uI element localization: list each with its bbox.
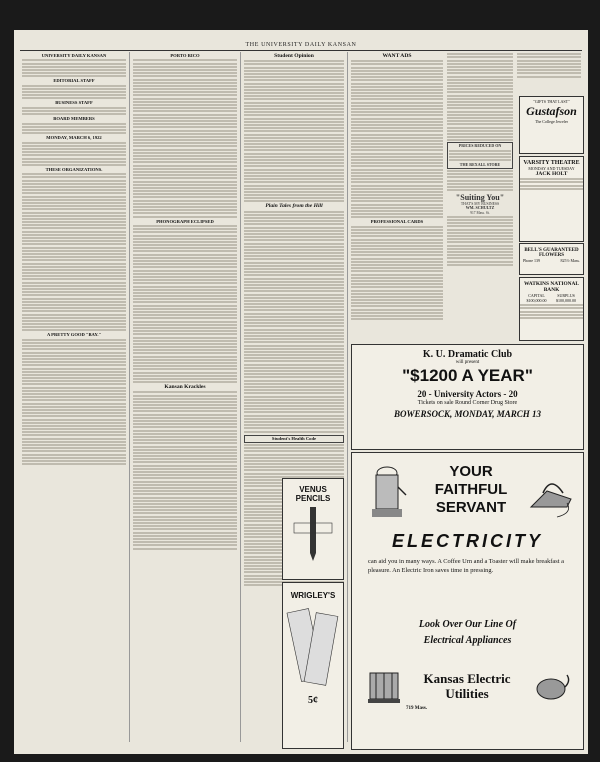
- column-2: [133, 52, 237, 742]
- watkins-capital: CAPITAL $100,000.00: [526, 293, 547, 303]
- masthead: THE UNIVERSITY DAILY KANSAN: [245, 42, 357, 48]
- issue-date: MONDAY, MARCH 6, 1922: [46, 135, 102, 141]
- article-heading-porto-rico: PORTO RICO: [170, 53, 200, 58]
- column-1: [22, 52, 126, 742]
- bells-phone: Phone 139: [523, 258, 540, 263]
- article-heading-bay: A PRETTY GOOD "BAY.": [46, 332, 102, 338]
- suiting-you-sub: THAT'S MY BUSINESS: [460, 202, 500, 207]
- dramatic-club-tickets: Tickets on sale Round Corner Drug Store: [417, 400, 518, 406]
- gustafson-tagline: "GIFTS THAT LAST": [533, 99, 570, 104]
- prices-reduced-heading: PRICES REDUCED ON: [458, 143, 502, 149]
- dramatic-club-will: will present: [455, 360, 480, 365]
- heater-icon: [531, 667, 573, 707]
- electric-iron-icon: [527, 463, 575, 519]
- varsity-star: JACK HOLT: [535, 171, 568, 177]
- gum-package-icon: [286, 600, 340, 690]
- dramatic-club-cast: 20 - University Actors - 20: [417, 389, 518, 399]
- suiting-you-ad: [447, 193, 513, 215]
- servant-word-2: FAITHFUL: [434, 481, 508, 498]
- newspaper-page: [14, 30, 588, 754]
- electricity-body: can aid you in many ways. A Coffee Urn and a Toaster will make breakfast a pleasure. An Electric Iron saves time in pressing.: [368, 558, 564, 574]
- bells-flowers-ad: [519, 243, 584, 275]
- watkins-surplus: SURPLUS $100,000.00: [556, 293, 577, 303]
- column-divider: [240, 52, 241, 742]
- wrigleys-ad: [282, 582, 344, 749]
- article-heading-health-code: Student's Health Code: [244, 435, 344, 443]
- pencil-icon: [288, 503, 338, 563]
- watkins-title: WATKINS NATIONAL BANK: [523, 281, 580, 293]
- column-4: [351, 52, 443, 392]
- bells-title: BELL'S GUARANTEED FLOWERS: [524, 248, 579, 258]
- article-heading-organizations: THESE ORGANIZATIONS.: [45, 166, 103, 172]
- column-divider: [129, 52, 130, 742]
- kansas-electric-address: 719 Mass.: [406, 706, 428, 711]
- editorial-staff-heading: EDITORIAL STAFF: [53, 78, 95, 84]
- electricity-heading: ELECTRICITY: [391, 531, 543, 551]
- dramatic-club-title: K. U. Dramatic Club: [422, 349, 513, 360]
- dramatic-club-ad: [351, 344, 584, 450]
- suiting-you-title: "Suiting You": [455, 193, 505, 203]
- toaster-icon: [364, 665, 404, 709]
- look-over-line: Look Over Our Line Of: [418, 619, 517, 630]
- venus-title: VENUS PENCILS: [295, 485, 331, 503]
- suiting-you-address: 917 Mass. St.: [470, 210, 490, 215]
- article-heading-krackles: Kansan Krackles: [164, 384, 206, 391]
- wrigleys-price: 5¢: [308, 695, 318, 706]
- article-heading-phonograph: PHONOGRAPH ECLIPSED: [156, 218, 214, 224]
- watkins-bank-ad: [519, 277, 584, 341]
- board-members-heading: BOARD MEMBERS: [53, 116, 95, 122]
- kansas-electric-name-1: Kansas Electric: [423, 671, 511, 686]
- venus-pencils-ad: [282, 478, 344, 580]
- dramatic-club-play: "$1200 A YEAR": [402, 366, 533, 385]
- coffee-urn-icon: [362, 459, 412, 529]
- column-6: [517, 52, 581, 90]
- article-heading-student-opinion: Student Opinion: [274, 53, 314, 59]
- gustafson-name: Gustafson: [526, 104, 577, 118]
- prices-reduced-box: [447, 142, 513, 168]
- servant-word-3: SERVANT: [435, 499, 507, 516]
- varsity-title: VARSITY THEATRE: [523, 160, 580, 166]
- rexall-store: THE REXALL STORE: [459, 161, 501, 167]
- electrical-appliances: Electrical Appliances: [423, 635, 512, 646]
- article-heading-plain-tales: Plain Tales from the Hill: [265, 203, 323, 210]
- kansas-electric-name-2: Utilities: [445, 686, 489, 701]
- suiting-you-name: WM. SCHULTZ: [465, 205, 495, 211]
- business-staff-heading: BUSINESS STAFF: [55, 100, 93, 106]
- varsity-theatre-ad: [519, 156, 584, 242]
- column-5: [447, 52, 513, 382]
- varsity-days: MONDAY AND TUESDAY: [528, 166, 575, 171]
- wrigleys-title: WRIGLEY'S: [290, 591, 336, 600]
- dramatic-club-date: BOWERSOCK, MONDAY, MARCH 13: [394, 409, 541, 419]
- gustafson-ad: [519, 96, 584, 154]
- paper-name: UNIVERSITY DAILY KANSAN: [41, 53, 107, 58]
- want-ads-heading: WANT ADS: [382, 53, 412, 59]
- servant-word-1: YOUR: [449, 463, 493, 480]
- gustafson-sub: The College Jeweler: [535, 119, 568, 124]
- professional-cards-heading: PROFESSIONAL CARDS: [370, 219, 424, 225]
- column-divider: [347, 52, 348, 742]
- kansas-electric-ad: [351, 452, 584, 750]
- bells-address: 825½ Mass.: [560, 258, 580, 263]
- masthead-rule: [20, 50, 582, 51]
